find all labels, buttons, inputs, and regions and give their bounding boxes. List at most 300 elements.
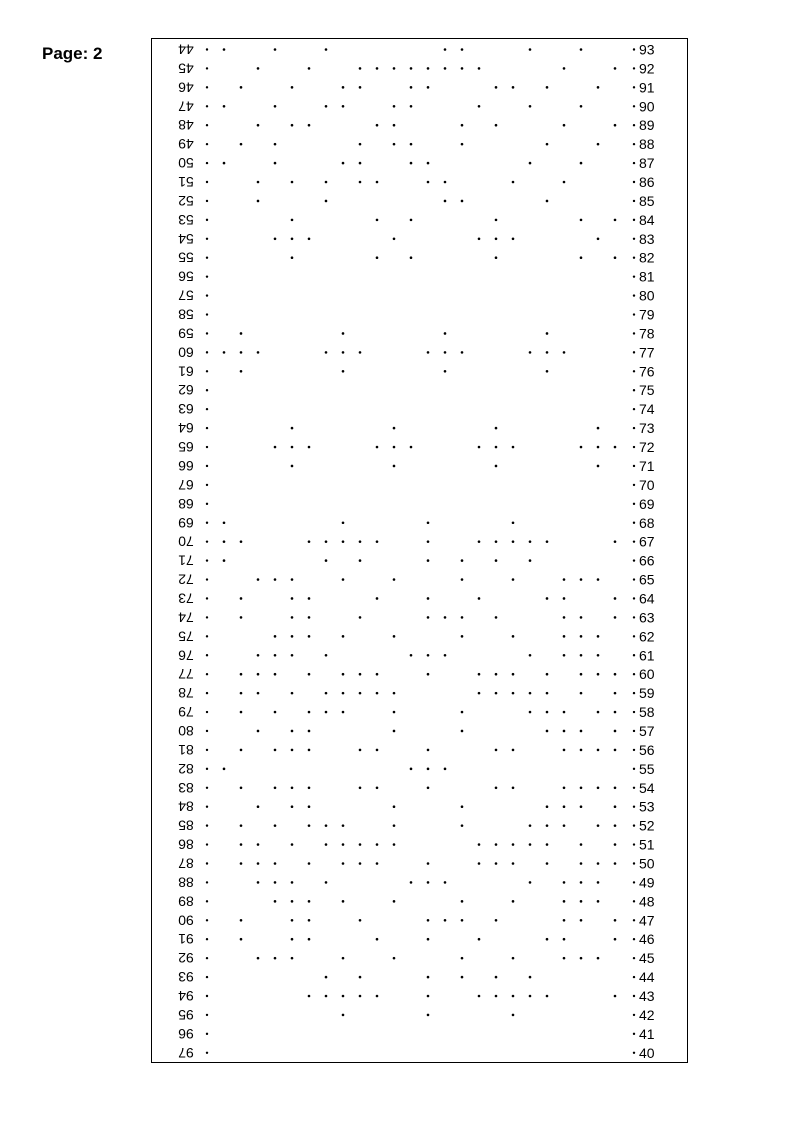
data-dot xyxy=(274,900,277,903)
data-dot xyxy=(257,881,260,884)
data-dot xyxy=(291,86,294,89)
data-dot xyxy=(342,1014,345,1017)
data-dot xyxy=(359,749,362,752)
right-row-label: 62 xyxy=(639,628,655,645)
data-dot xyxy=(342,995,345,998)
data-dot xyxy=(393,427,396,430)
data-dot xyxy=(376,673,379,676)
left-tick xyxy=(206,919,208,921)
left-row-label: 84 xyxy=(178,798,194,815)
right-tick xyxy=(633,616,635,618)
data-dot xyxy=(495,427,498,430)
data-dot xyxy=(359,559,362,562)
data-dot xyxy=(410,219,413,222)
data-dot xyxy=(478,938,481,941)
right-row-label: 64 xyxy=(639,590,655,607)
data-dot xyxy=(546,143,549,146)
data-dot xyxy=(580,162,583,165)
left-tick xyxy=(206,48,208,50)
data-dot xyxy=(427,521,430,524)
right-tick xyxy=(633,257,635,259)
data-dot xyxy=(359,843,362,846)
left-row-label: 70 xyxy=(178,533,194,550)
data-dot xyxy=(614,995,617,998)
data-dot xyxy=(495,256,498,259)
data-dot xyxy=(359,162,362,165)
left-row-label: 74 xyxy=(178,609,194,626)
data-dot xyxy=(274,654,277,657)
data-dot xyxy=(274,635,277,638)
data-dot xyxy=(512,540,515,543)
left-row-label: 97 xyxy=(178,1044,194,1061)
right-tick xyxy=(633,294,635,296)
right-tick xyxy=(633,48,635,50)
data-dot xyxy=(257,181,260,184)
data-dot xyxy=(223,48,226,51)
data-dot xyxy=(580,881,583,884)
data-dot xyxy=(495,862,498,865)
left-row-label: 56 xyxy=(178,268,194,285)
data-dot xyxy=(495,124,498,127)
data-dot xyxy=(376,843,379,846)
data-dot xyxy=(580,616,583,619)
data-dot xyxy=(393,711,396,714)
data-dot xyxy=(240,370,243,373)
data-dot xyxy=(614,938,617,941)
data-dot xyxy=(427,938,430,941)
data-dot xyxy=(597,427,600,430)
right-tick xyxy=(633,957,635,959)
data-dot xyxy=(325,540,328,543)
left-row-label: 87 xyxy=(178,855,194,872)
data-dot xyxy=(529,48,532,51)
left-tick xyxy=(206,294,208,296)
data-dot xyxy=(529,162,532,165)
data-dot xyxy=(563,957,566,960)
data-dot xyxy=(580,919,583,922)
left-tick xyxy=(206,806,208,808)
data-dot xyxy=(563,616,566,619)
data-dot xyxy=(223,559,226,562)
right-tick xyxy=(633,67,635,69)
data-dot xyxy=(308,919,311,922)
right-row-label: 67 xyxy=(639,533,655,550)
data-dot xyxy=(257,957,260,960)
data-dot xyxy=(240,938,243,941)
data-dot xyxy=(461,635,464,638)
data-dot xyxy=(308,67,311,70)
data-dot xyxy=(274,673,277,676)
data-dot xyxy=(274,143,277,146)
data-dot xyxy=(393,824,396,827)
left-row-label: 54 xyxy=(178,230,194,247)
data-dot xyxy=(427,919,430,922)
data-dot xyxy=(291,238,294,241)
data-dot xyxy=(597,86,600,89)
data-dot xyxy=(427,1014,430,1017)
data-dot xyxy=(291,881,294,884)
data-dot xyxy=(597,824,600,827)
data-dot xyxy=(478,843,481,846)
data-dot xyxy=(240,711,243,714)
right-row-label: 76 xyxy=(639,363,655,380)
right-row-label: 71 xyxy=(639,457,655,474)
data-dot xyxy=(274,48,277,51)
data-dot xyxy=(308,673,311,676)
data-dot xyxy=(495,976,498,979)
left-row-label: 85 xyxy=(178,817,194,834)
data-dot xyxy=(495,673,498,676)
data-dot xyxy=(580,635,583,638)
right-row-label: 45 xyxy=(639,950,655,967)
data-dot xyxy=(614,219,617,222)
left-tick xyxy=(206,332,208,334)
data-dot xyxy=(359,616,362,619)
data-dot xyxy=(580,805,583,808)
right-tick xyxy=(633,503,635,505)
data-dot xyxy=(376,446,379,449)
left-tick xyxy=(206,181,208,183)
left-row-label: 77 xyxy=(178,666,194,683)
left-row-label: 91 xyxy=(178,931,194,948)
data-dot xyxy=(325,711,328,714)
left-tick xyxy=(206,522,208,524)
data-dot xyxy=(308,938,311,941)
data-dot xyxy=(563,711,566,714)
right-row-label: 93 xyxy=(639,41,655,58)
left-tick xyxy=(206,578,208,580)
right-tick xyxy=(633,938,635,940)
data-dot xyxy=(393,238,396,241)
data-dot xyxy=(580,105,583,108)
data-dot xyxy=(291,181,294,184)
data-dot xyxy=(257,200,260,203)
data-dot xyxy=(546,692,549,695)
page-label: Page: 2 xyxy=(42,44,103,63)
data-dot xyxy=(512,181,515,184)
data-dot xyxy=(308,635,311,638)
data-dot xyxy=(495,219,498,222)
data-dot xyxy=(614,919,617,922)
left-row-label: 95 xyxy=(178,1006,194,1023)
right-row-label: 65 xyxy=(639,571,655,588)
data-dot xyxy=(427,881,430,884)
left-row-label: 49 xyxy=(178,136,194,153)
right-row-label: 74 xyxy=(639,401,655,418)
data-dot xyxy=(376,786,379,789)
data-dot xyxy=(308,824,311,827)
right-row-label: 69 xyxy=(639,495,655,512)
data-dot xyxy=(240,351,243,354)
left-row-label: 55 xyxy=(178,249,194,266)
data-dot xyxy=(342,673,345,676)
right-row-label: 56 xyxy=(639,741,655,758)
data-dot xyxy=(563,824,566,827)
right-tick xyxy=(633,105,635,107)
data-dot xyxy=(427,976,430,979)
data-dot xyxy=(546,597,549,600)
left-tick xyxy=(206,1052,208,1054)
data-dot xyxy=(461,143,464,146)
right-tick xyxy=(633,370,635,372)
data-dot xyxy=(376,124,379,127)
data-dot xyxy=(325,824,328,827)
data-dot xyxy=(461,900,464,903)
data-dot xyxy=(495,692,498,695)
left-tick xyxy=(206,597,208,599)
data-dot xyxy=(325,351,328,354)
right-row-label: 83 xyxy=(639,230,655,247)
data-dot xyxy=(495,559,498,562)
right-tick xyxy=(633,143,635,145)
data-dot xyxy=(427,995,430,998)
data-dot xyxy=(393,105,396,108)
right-tick xyxy=(633,692,635,694)
left-row-label: 64 xyxy=(178,420,194,437)
data-dot xyxy=(257,843,260,846)
data-dot xyxy=(274,957,277,960)
left-row-label: 72 xyxy=(178,571,194,588)
data-dot xyxy=(563,578,566,581)
data-dot xyxy=(546,824,549,827)
left-row-label: 69 xyxy=(178,514,194,531)
data-dot xyxy=(478,995,481,998)
data-dot xyxy=(495,919,498,922)
data-dot xyxy=(512,957,515,960)
data-dot xyxy=(240,786,243,789)
right-tick xyxy=(633,408,635,410)
data-dot xyxy=(478,862,481,865)
data-dot xyxy=(342,540,345,543)
data-dot xyxy=(614,124,617,127)
chart-frame xyxy=(151,38,688,1063)
left-row-label: 92 xyxy=(178,950,194,967)
left-tick xyxy=(206,787,208,789)
data-dot xyxy=(529,692,532,695)
right-tick xyxy=(633,162,635,164)
data-dot xyxy=(308,749,311,752)
data-dot xyxy=(512,446,515,449)
right-tick xyxy=(633,540,635,542)
data-dot xyxy=(291,597,294,600)
right-row-label: 41 xyxy=(639,1025,655,1042)
data-dot xyxy=(580,957,583,960)
data-dot xyxy=(325,181,328,184)
data-dot xyxy=(240,862,243,865)
data-dot xyxy=(614,749,617,752)
left-tick xyxy=(206,219,208,221)
data-dot xyxy=(274,711,277,714)
data-dot xyxy=(614,824,617,827)
data-dot xyxy=(240,143,243,146)
left-tick xyxy=(206,692,208,694)
left-tick xyxy=(206,1033,208,1035)
data-dot xyxy=(495,446,498,449)
data-dot xyxy=(308,862,311,865)
data-dot xyxy=(478,673,481,676)
data-dot xyxy=(580,749,583,752)
data-dot xyxy=(410,654,413,657)
data-dot xyxy=(342,521,345,524)
data-dot xyxy=(240,673,243,676)
left-row-label: 88 xyxy=(178,874,194,891)
data-dot xyxy=(614,730,617,733)
data-dot xyxy=(257,692,260,695)
data-dot xyxy=(410,86,413,89)
right-row-label: 49 xyxy=(639,874,655,891)
left-row-label: 51 xyxy=(178,174,194,191)
data-dot xyxy=(240,692,243,695)
left-row-label: 68 xyxy=(178,495,194,512)
right-tick xyxy=(633,711,635,713)
right-tick xyxy=(633,862,635,864)
data-dot xyxy=(427,862,430,865)
data-dot xyxy=(563,881,566,884)
data-dot xyxy=(325,559,328,562)
data-dot xyxy=(461,616,464,619)
data-dot xyxy=(461,124,464,127)
right-row-label: 89 xyxy=(639,117,655,134)
data-dot xyxy=(427,749,430,752)
left-row-label: 66 xyxy=(178,457,194,474)
data-dot xyxy=(410,768,413,771)
data-dot xyxy=(427,181,430,184)
left-tick xyxy=(206,995,208,997)
data-dot xyxy=(376,995,379,998)
data-dot xyxy=(580,862,583,865)
data-dot xyxy=(597,654,600,657)
data-dot xyxy=(223,540,226,543)
data-dot xyxy=(410,105,413,108)
right-row-label: 77 xyxy=(639,344,655,361)
data-dot xyxy=(580,578,583,581)
data-dot xyxy=(563,786,566,789)
data-dot xyxy=(614,862,617,865)
data-dot xyxy=(529,351,532,354)
data-dot xyxy=(563,805,566,808)
data-dot xyxy=(444,370,447,373)
data-dot xyxy=(376,219,379,222)
left-row-label: 94 xyxy=(178,988,194,1004)
right-row-label: 55 xyxy=(639,760,655,777)
left-tick xyxy=(206,540,208,542)
data-dot xyxy=(444,67,447,70)
right-row-label: 68 xyxy=(639,514,655,531)
right-tick xyxy=(633,824,635,826)
right-row-label: 51 xyxy=(639,836,655,853)
data-dot xyxy=(444,351,447,354)
right-row-label: 59 xyxy=(639,685,655,702)
right-tick xyxy=(633,597,635,599)
right-tick xyxy=(633,124,635,126)
left-row-label: 46 xyxy=(178,79,194,96)
data-dot xyxy=(495,540,498,543)
data-dot xyxy=(512,862,515,865)
left-tick xyxy=(206,389,208,391)
data-dot xyxy=(308,900,311,903)
left-row-label: 83 xyxy=(178,779,194,796)
right-row-label: 88 xyxy=(639,136,655,153)
data-dot xyxy=(580,900,583,903)
data-dot xyxy=(597,635,600,638)
data-dot xyxy=(274,446,277,449)
right-tick xyxy=(633,995,635,997)
right-row-label: 85 xyxy=(639,192,655,209)
data-dot xyxy=(291,654,294,657)
data-dot xyxy=(478,446,481,449)
left-row-label: 45 xyxy=(178,60,194,77)
data-dot xyxy=(444,768,447,771)
right-tick xyxy=(633,976,635,978)
data-dot xyxy=(444,181,447,184)
data-dot xyxy=(291,578,294,581)
data-dot xyxy=(240,540,243,543)
data-dot xyxy=(614,446,617,449)
data-dot xyxy=(393,446,396,449)
data-dot xyxy=(359,995,362,998)
right-row-label: 43 xyxy=(639,988,655,1004)
left-tick xyxy=(206,938,208,940)
data-dot xyxy=(308,805,311,808)
data-dot xyxy=(529,824,532,827)
data-dot xyxy=(274,238,277,241)
data-dot xyxy=(291,786,294,789)
data-dot xyxy=(563,900,566,903)
data-dot xyxy=(546,805,549,808)
right-row-label: 75 xyxy=(639,382,655,399)
data-dot xyxy=(597,786,600,789)
right-tick xyxy=(633,219,635,221)
right-row-label: 60 xyxy=(639,666,655,683)
data-dot xyxy=(461,730,464,733)
data-dot xyxy=(614,616,617,619)
data-dot xyxy=(342,824,345,827)
data-dot xyxy=(444,200,447,203)
data-dot xyxy=(614,256,617,259)
data-dot xyxy=(359,692,362,695)
data-dot xyxy=(427,162,430,165)
data-dot xyxy=(257,124,260,127)
data-dot xyxy=(597,881,600,884)
data-dot xyxy=(257,351,260,354)
data-dot xyxy=(410,881,413,884)
right-tick xyxy=(633,881,635,883)
data-dot xyxy=(580,786,583,789)
right-tick xyxy=(633,522,635,524)
data-dot xyxy=(512,692,515,695)
right-row-label: 48 xyxy=(639,893,655,910)
data-dot xyxy=(495,465,498,468)
data-dot xyxy=(512,749,515,752)
data-dot xyxy=(257,654,260,657)
data-dot xyxy=(308,730,311,733)
right-tick xyxy=(633,806,635,808)
data-dot xyxy=(495,238,498,241)
right-row-label: 58 xyxy=(639,704,655,721)
data-dot xyxy=(291,957,294,960)
data-dot xyxy=(359,181,362,184)
left-tick xyxy=(206,957,208,959)
left-tick xyxy=(206,484,208,486)
right-tick xyxy=(633,313,635,315)
data-dot xyxy=(308,711,311,714)
data-dot xyxy=(529,105,532,108)
data-dot xyxy=(495,749,498,752)
data-dot xyxy=(495,786,498,789)
right-tick xyxy=(633,275,635,277)
data-dot xyxy=(291,635,294,638)
data-dot xyxy=(563,730,566,733)
